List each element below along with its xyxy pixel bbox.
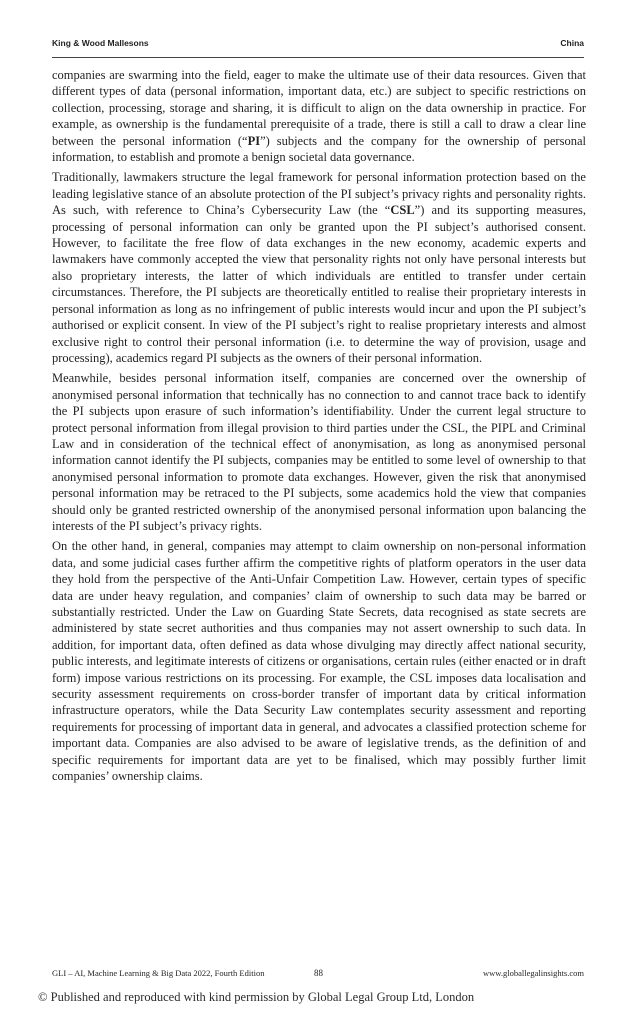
paragraph-3: Meanwhile, besides personal information itself, companies are concerned over the ownership of anonymised personal information that technically has no connection to and cannot trace back to identify the PI subjects upon erasure of such information’s identifiability. Under the current legal structure to protect personal information from illegal provision to third parties under the CSL, the PIPL and Criminal Law and in consideration of the technical effect of anonymisation, as long as anonymised personal information cannot identify the PI subjects, companies may be entitled to some level of ownership to that anonymised personal information to promote data exchanges. However, given the risk that anonymised personal information may be retraced to the PI subjects, some academics hold the view that companies should only be granted restricted ownership of the anonymised personal information upon balancing the interests of the PI subject’s privacy rights.	[52, 371, 586, 533]
page-number: 88	[314, 968, 323, 978]
permission-credit: © Published and reproduced with kind permission by Global Legal Group Ltd, London	[38, 990, 475, 1004]
footer-publication: GLI – AI, Machine Learning & Big Data 2022, Fourth Edition	[52, 968, 265, 978]
paragraph-2: Traditionally, lawmakers structure the legal framework for personal information protection based on the leading legislative stance of an absolute protection of the PI subject’s privacy rights and personality rights. As such, with reference to China’s Cybersecurity Law (the “CSL”) and its supporting measures, processing of personal information can only be granted upon the PI subject’s authorised consent. However, to facilitate the free flow of data exchanges in the new economy, academic experts and lawmakers have commonly accepted the view that personality rights not only have personal interests but also proprietary interests, the latter of which individuals are entitled to transfer under certain circumstances. Therefore, the PI subjects are theoretically entitled to realise their proprietary interests in personal information as long as no infringement of public interests would incur and upon the PI subject’s authorised or explicit consent. In view of the PI subject’s right to realise proprietary interests and almost exclusive right to control their personal information (i.e. to determine the way of provision, usage and processing), academics regard PI subjects as the owners of their personal information.	[52, 170, 587, 365]
running-footer	[52, 968, 584, 978]
header-firm-name: King & Wood Mallesons	[52, 38, 149, 48]
paragraph-1: companies are swarming into the field, eager to make the ultimate use of their data resources. Given that different types of data (personal information, important data, etc.) are subject to specific restrictions on collection, processing, storage and sharing, it is difficult to align on the data ownership in practice. For example, as ownership is the fundamental prerequisite of a trade, there is still a call to draw a clear line between the personal information (“PI”) subjects and the company for the ownership of personal information, to establish and promote a benign societal data governance.	[52, 68, 586, 165]
running-header	[52, 38, 584, 58]
paragraph-4: On the other hand, in general, companies may attempt to claim ownership on non-personal information data, and some judicial cases further affirm the competitive rights of platform operators in the user data they hold from the perspective of the Anti-Unfair Competition Law. However, certain types of specific data are under heavy regulation, and companies’ claim of ownership to such data may be barred or substantially restricted. Under the Law on Guarding State Secrets, data recognised as state secrets are administered by state secret authorities and thus companies may not assert ownership to such data. In addition, for important data, often defined as data whose divulging may directly affect national security, public interests, and legitimate interests of citizens or organisations, certain rules (either enacted or in draft form) impose various restrictions on its processing. For example, the CSL imposes data localisation and security assessment requirements on cross-border transfer of important data by critical information infrastructure operators, while the Data Security Law contemplates security assessment and reporting requirements for processing of important data in general, and advocates a classified protection scheme for important data. Companies are also advised to be aware of legislative trends, as the definition of and specific requirements for important data are yet to be finalised, which may possibly further limit companies’ ownership claims.	[52, 539, 586, 784]
footer-website[interactable]: www.globallegalinsights.com	[483, 968, 584, 978]
header-jurisdiction: China	[560, 38, 584, 48]
article-body	[52, 67, 586, 788]
